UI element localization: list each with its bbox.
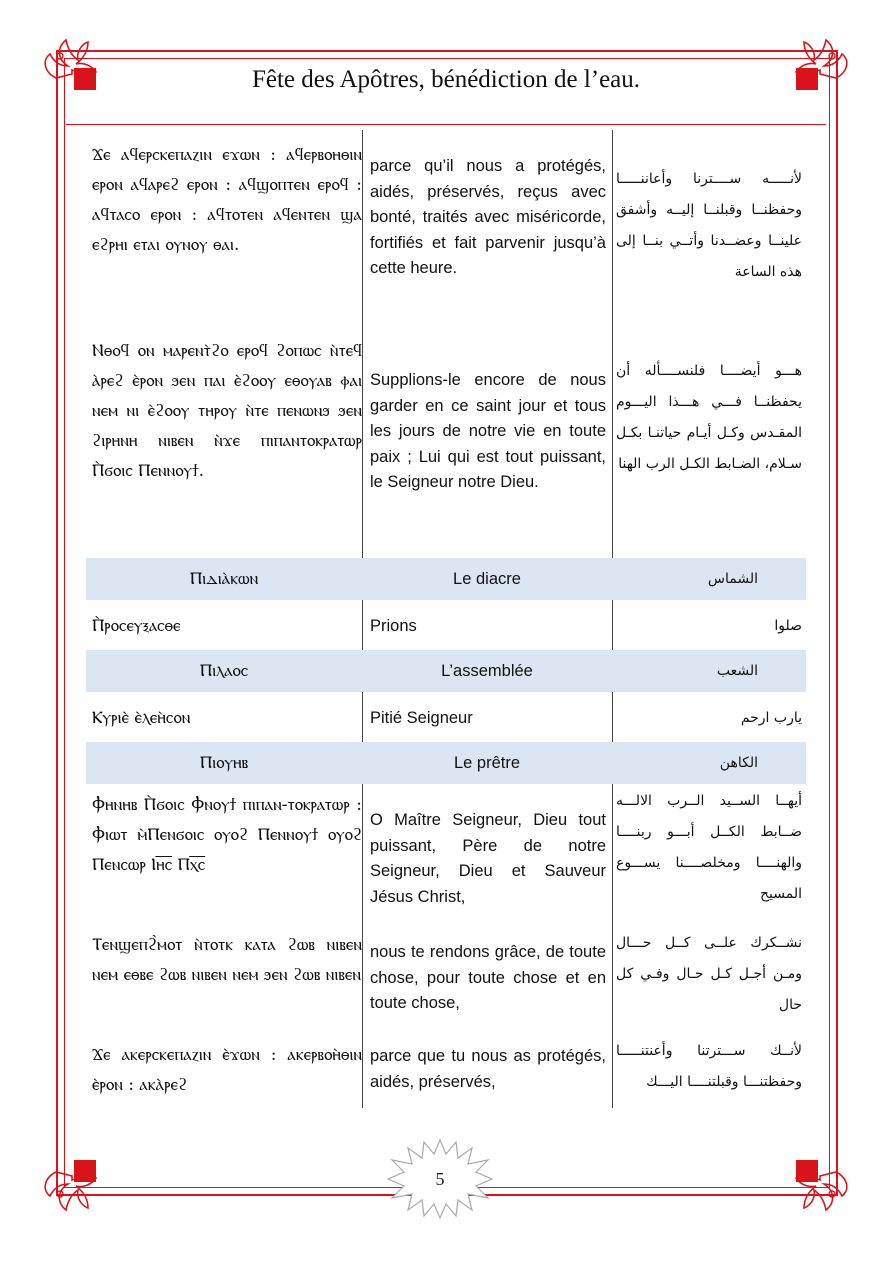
french-text: Prions (370, 617, 417, 635)
speaker-coptic: Ⲡⲓⲟⲩⲏⲃ (199, 753, 249, 773)
coptic-text: Ⲫⲏⲛⲏⲃ Ⲡ̀ϭⲟⲓⲥ Ⲫⲛⲟⲩϯ ⲡⲓⲡⲁⲛ-ⲧⲟⲕⲣⲁⲧⲱⲣ : Ⲫⲓⲱⲧ ⲙ̀Ⲡⲉⲛϭⲟⲓⲥ ⲟⲩⲟϩ Ⲡⲉⲛⲛⲟⲩϯ ⲟⲩⲟϩ Ⲡⲉⲛⲥⲱⲣ Ⲓⲏ̅ⲥ̅ Ⲡⲭ̅ⲥ̅ (92, 795, 362, 875)
speaker-arabic: الشماس (707, 571, 758, 587)
arabic-text: صلوا (774, 618, 802, 634)
french-text: nous te rendons grâce, de toute chose, pour toute chose et en toute chose, (370, 943, 606, 1012)
french-text: Pitié Seigneur (370, 709, 473, 727)
coptic-text: Ϫⲉ ⲁϥⲉⲣⲥⲕⲉⲡⲁⲍⲓⲛ ⲉϫⲱⲛ : ⲁϥⲉⲣⲃⲟⲏⲑⲓⲛ ⲉⲣⲟⲛ ⲁϥⲁⲣⲉϩ ⲉⲣⲟⲛ : ⲁϥϣⲟⲡⲧⲉⲛ ⲉⲣⲟϥ : ⲁϥⲧⲁⲥⲟ ⲉⲣⲟⲛ : ⲁϥⲧⲟⲧⲉⲛ ⲁϥⲉⲛⲧⲉⲛ ϣⲁ ⲉϩⲣⲏⲓ ⲉⲧⲁⲓ ⲟⲩⲛⲟⲩ ⲑⲁⲓ. (92, 145, 362, 255)
coptic-text: Ⲕⲩⲣⲓⲉ̀ ⲉ̀ⲗⲉⲏ̀ⲥⲟⲛ (92, 708, 191, 728)
text-row (86, 694, 806, 742)
french-text: Supplions-le encore de nous garder en ce saint jour et tous les jours de notre vie en toute paix ; Lui qui est tout puissant, le Seigneur notre Dieu. (370, 371, 606, 491)
arabic-text: هـــو أيضــــا فلنســــأله أن يحفظنــا فـــي هـــذا اليـــوم المقـدس وكـل أيـام حياتنـا بكـل سـلام، الضـابط الكـل الرب الهنا (616, 363, 802, 472)
speaker-french: L’assemblée (441, 662, 533, 680)
text-row (86, 336, 806, 556)
speaker-arabic: الكاهن (719, 755, 758, 771)
fleur-de-lis-corner-icon (790, 1154, 854, 1218)
arabic-text: يارب ارحم (740, 710, 802, 726)
text-row (86, 602, 806, 650)
french-text: parce que tu nous as protégés, aidés, préservés, (370, 1047, 606, 1091)
french-text: O Maître Seigneur, Dieu tout puissant, Père de notre Seigneur, Dieu et Sauveur Jésus Christ, (370, 811, 606, 906)
french-text: parce qu’il nous a protégés, aidés, préservés, reçus avec bonté, traités avec miséricorde, fortifiés et fait parvenir jusqu’à cette heure. (370, 157, 606, 277)
speaker-coptic: Ⲡⲓⲗⲁⲟⲥ (199, 661, 249, 681)
speaker-coptic: Ⲡⲓⲇⲓⲁ̀ⲕⲱⲛ (189, 569, 259, 589)
coptic-text: Ⲧⲉⲛϣⲉⲡϩ̀ⲙⲟⲧ ⲛ̀ⲧⲟⲧⲕ ⲕⲁⲧⲁ ϩⲱⲃ ⲛⲓⲃⲉⲛ ⲛⲉⲙ ⲉⲑⲃⲉ ϩⲱⲃ ⲛⲓⲃⲉⲛ ⲛⲉⲙ ϧⲉⲛ ϩⲱⲃ ⲛⲓⲃⲉⲛ (92, 935, 362, 985)
arabic-text: لأنــك ســـترتنا وأعنتنـــــا وحفظتنـــا وقبلتنــــا اليـــك (616, 1043, 802, 1090)
header-divider (66, 124, 826, 125)
coptic-text: Ⲛⲑⲟϥ ⲟⲛ ⲙⲁⲣⲉⲛⲧ̀ϩⲟ ⲉⲣⲟϥ ϩⲟⲡⲱⲥ ⲛ̀ⲧⲉϥ ⲁ̀ⲣⲉϩ ⲉ̀ⲣⲟⲛ ϧⲉⲛ ⲡⲁⲓ ⲉ̀ϩⲟⲟⲩ ⲉⲑⲟⲩⲁⲃ ⲫⲁⲓ ⲛⲉⲙ ⲛⲓ ⲉ̀ϩⲟⲟⲩ ⲧⲏⲣⲟⲩ ⲛ̀ⲧⲉ ⲡⲉⲛⲱⲛϧ ϧⲉⲛ ϩⲓⲣⲏⲛⲏ ⲛⲓⲃⲉⲛ ⲛ̀ϫⲉ ⲡⲓⲡⲁⲛⲧⲟⲕⲣⲁⲧⲱⲣ Ⲡ̀ϭⲟⲓⲥ Ⲡⲉⲛⲛⲟⲩϯ. (92, 341, 362, 481)
text-row (86, 140, 806, 330)
arabic-text: نشــكرك علــى كــل حـــال ومـن أجـل كـل حـال وفـي كل حال (616, 935, 802, 1013)
page-title: Fête des Apôtres, bénédiction de l’eau. (251, 66, 641, 93)
speaker-french: Le prêtre (453, 754, 521, 772)
speaker-french: Le diacre (453, 570, 521, 588)
text-row (86, 790, 806, 920)
speaker-band-people (86, 650, 806, 692)
fleur-de-lis-corner-icon (38, 1154, 102, 1218)
speaker-arabic: الشعب (716, 663, 758, 679)
text-row (86, 1040, 806, 1110)
coptic-text: Ⲡ̀ⲣⲟⲥⲉⲩⲝⲁⲥⲑⲉ (92, 616, 181, 636)
arabic-text: أيهــا الســيد الــرب الالـــه ضــابط الكــل أبـــو ربنــــا والهنــــا ومخلصــــنا يســـوع المسيح (616, 793, 802, 902)
arabic-text: لأنـــــه ســــترنا وأعاننـــــا وحفظنــا وقبلنــا إليــه وأشفق علينــا وعضــدنا وأتــي بنــا إلى هذه الساعة (616, 171, 802, 280)
text-row (86, 926, 806, 1030)
coptic-text: Ϫⲉ ⲁⲕⲉⲣⲥⲕⲉⲡⲁⲍⲓⲛ ⲉ̀ϫⲱⲛ : ⲁⲕⲉⲣⲃⲟⲏ̀ⲑⲓⲛ ⲉ̀ⲣⲟⲛ : ⲁⲕⲁ̀ⲣⲉϩ (92, 1045, 362, 1095)
speaker-band-deacon (86, 558, 806, 600)
page-number: 5 (435, 1169, 445, 1189)
speaker-band-priest (86, 742, 806, 784)
